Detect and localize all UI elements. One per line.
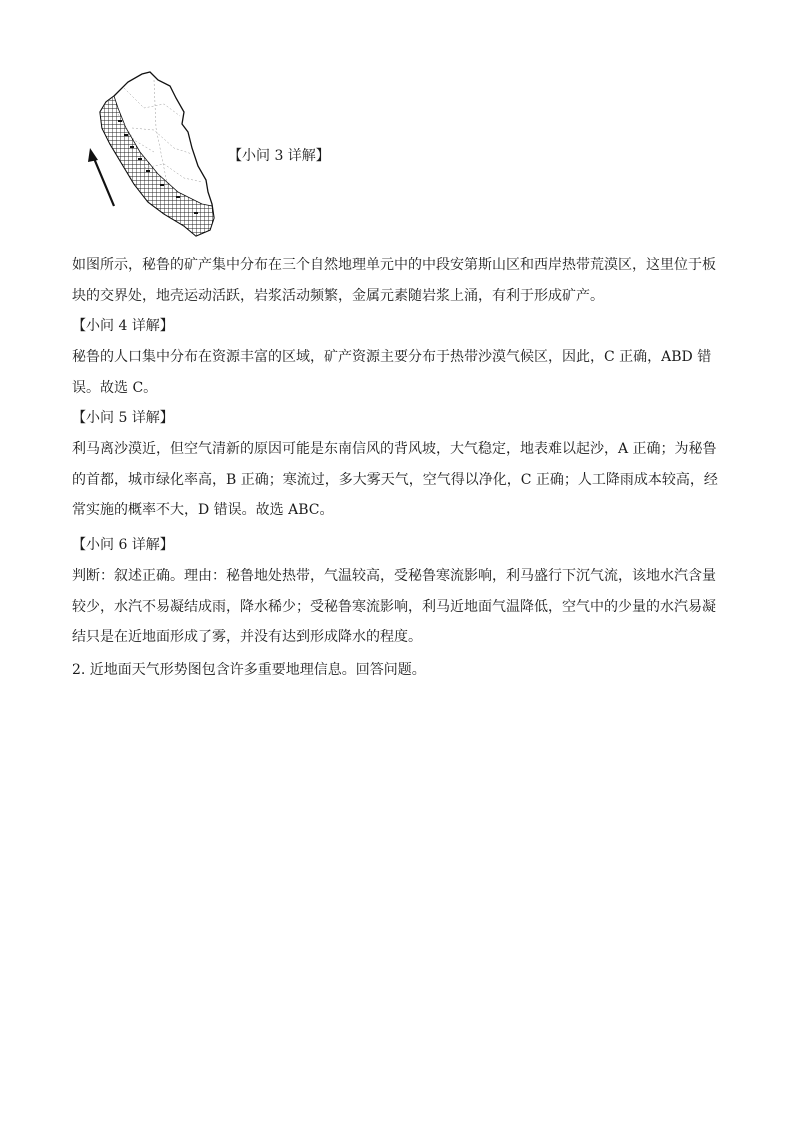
question-2: 2. 近地面天气形势图包含许多重要地理信息。回答问题。	[72, 662, 426, 678]
section-6-heading: 【小问 6 详解】	[72, 537, 174, 553]
section-4-body: 秘鲁的人口集中分布在资源丰富的区域，矿产资源主要分布于热带沙漠气候区，因此，C 正确，ABD 错 误。故选 C。	[72, 349, 712, 396]
section-3-body: 如图所示，秘鲁的矿产集中分布在三个自然地理单元中的中段安第斯山区和西岸热带荒漠区，这里位于板 块的交界处，地壳运动活跃，岩浆活动频繁，金属元素随岩浆上涌，有利于形成矿产。	[72, 257, 716, 304]
peru-mineral-map	[84, 68, 240, 240]
arrow-icon	[88, 148, 114, 206]
section-6-body: 判断：叙述正确。理由：秘鲁地处热带，气温较高，受秘鲁寒流影响，利马盛行下沉气流，该地水汽含量 较少，水汽不易凝结成雨，降水稀少；受秘鲁寒流影响，利马近地面气温降低，空气中的少量的水汽易凝 结只是在近地面形成了雾，并没有达到形成降水的程度。	[72, 568, 716, 645]
section-3-heading: 【小问 3 详解】	[228, 148, 330, 164]
section-4-heading: 【小问 4 详解】	[72, 318, 174, 334]
section-5-heading: 【小问 5 详解】	[72, 410, 174, 426]
section-5-body: 利马离沙漠近，但空气清新的原因可能是东南信风的背风坡，大气稳定，地表难以起沙，A 正确；为秘鲁 的首都，城市绿化率高，B 正确；寒流过，多大雾天气，空气得以净化，C 正确；人工降雨成本较高，经 常实施的概率不大，D 错误。故选 ABC。	[72, 441, 718, 518]
